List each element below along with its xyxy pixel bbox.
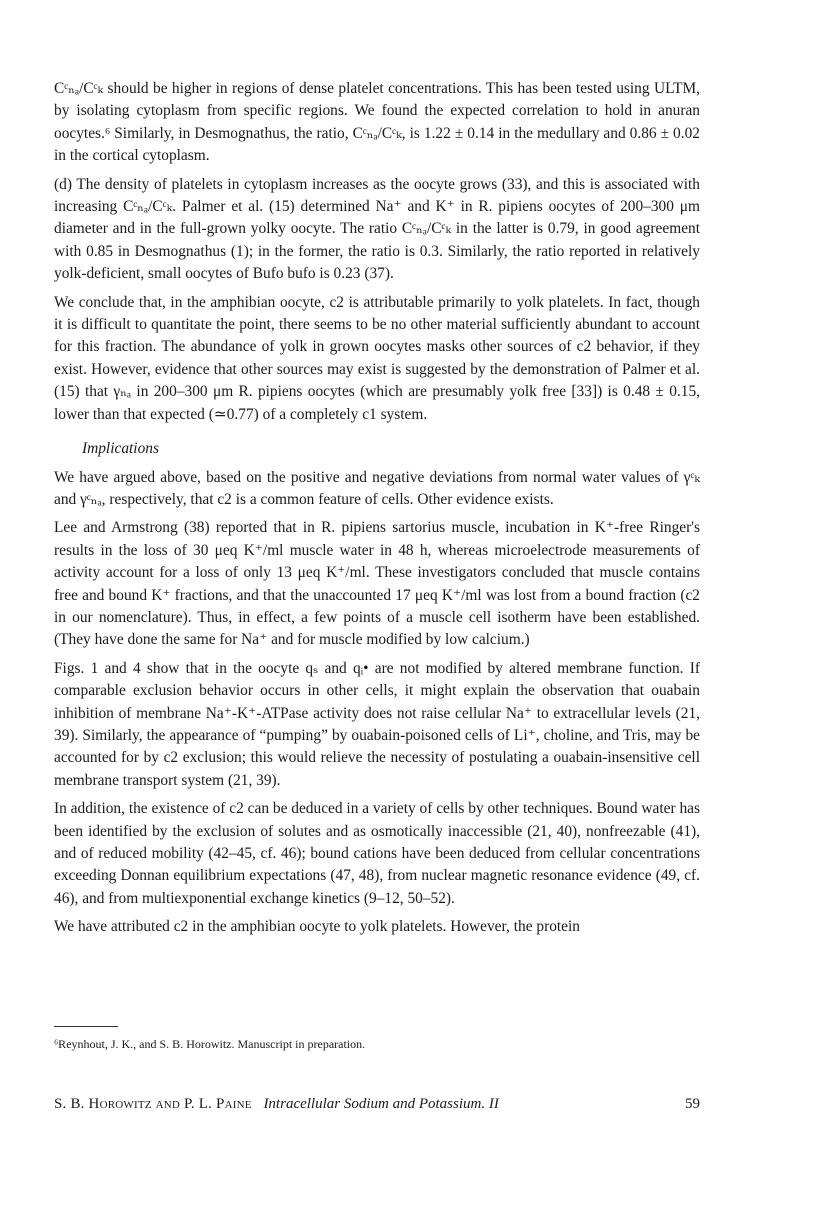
paragraph-7: In addition, the existence of c2 can be deduced in a variety of cells by other techniques. Bound water has been identified by the exclusion of solutes and as osmotically inaccessible (21, 40), nonfreezable (41), and of reduced mobility (42–45, cf. 46); bound cations have been deduced from cellular concentrations exceeding Donnan equilibrium expectations (47, 48), from nuclear magnetic resonance evidence (49, cf. 46), and from multiexponential exchange kinetics (9–12, 50–52).: [54, 800, 700, 907]
paragraph-1: Cᶜₙₐ/Cᶜₖ should be higher in regions of dense platelet concentrations. This has been tested using ULTM, by isolating cytoplasm from specific regions. We found the expected correlation to hold in anuran oocytes.⁶ Similarly, in Desmognathus, the ratio, Cᶜₙₐ/Cᶜₖ, is 1.22 ± 0.14 in the medullary and 0.86 ± 0.02 in the cortical cytoplasm.: [54, 80, 700, 165]
paragraph-6: Figs. 1 and 4 show that in the oocyte qₛ and qᵢ• are not modified by altered membrane function. If comparable exclusion behavior occurs in other cells, it might explain the observation that ouabain inhibition of membrane Na⁺-K⁺-ATPase activity does not raise cellular Na⁺ to extracellular levels (21, 39). Similarly, the appearance of “pumping” by ouabain-poisoned cells of Li⁺, choline, and Tris, may be accounted for by c2 exclusion; this would relieve the necessity of postulating a ouabain-insensitive cell membrane transport system (21, 39).: [54, 659, 700, 789]
main-text: [54, 78, 700, 945]
paragraph-5: Lee and Armstrong (38) reported that in R. pipiens sartorius muscle, incubation in K⁺-free Ringer's results in the loss of 30 μeq K⁺/ml muscle water in 48 h, whereas microelectrode measurements of activity account for a loss of only 13 μeq K⁺/ml. These investigators concluded that muscle contains free and bound K⁺ fractions, and that the unaccounted 17 μeq K⁺/ml was lost from a bound fraction (c2 in our nomenclature). Thus, in effect, a few points of a muscle cell isotherm have been established. (They have done the same for Na⁺ and for muscle modified by low calcium.): [54, 519, 700, 649]
paragraph-2: (d) The density of platelets in cytoplasm increases as the oocyte grows (33), and this is associated with increasing Cᶜₙₐ/Cᶜₖ. Palmer et al. (15) determined Na⁺ and K⁺ in R. pipiens oocytes of 200–300 μm diameter and in the full-grown yolky oocyte. The ratio Cᶜₙₐ/Cᶜₖ in the latter is 0.79, in good agreement with 0.85 in Desmognathus (1); in the former, the ratio is 0.3. Similarly, the ratio reported in relatively yolk-deficient, small oocytes of Bufo bufo is 0.23 (37).: [54, 175, 700, 283]
paragraph-4: We have argued above, based on the positive and negative deviations from normal water values of γᶜₖ and γᶜₙₐ, respectively, that c2 is a common feature of cells. Other evidence exists.: [54, 468, 700, 508]
footnote-divider: [54, 1026, 118, 1027]
paragraph-3: We conclude that, in the amphibian oocyte, c2 is attributable primarily to yolk platelets. In fact, though it is difficult to quantitate the point, there seems to be no other material sufficiently abundant to account for this fraction. The abundance of yolk in grown oocytes masks other sources of c2 behavior, if they exist. However, evidence that other sources may exist is suggested by the demonstration of Palmer et al. (15) that γₙₐ in 200–300 μm R. pipiens oocytes (which are presumably yolk free [33]) is 0.48 ± 0.15, lower than that expected (≃0.77) of a completely c1 system.: [54, 293, 700, 423]
footer-running-title: Intracellular Sodium and Potassium. II: [263, 1096, 499, 1112]
page-number: 59: [685, 1096, 700, 1112]
paragraph-8: We have attributed c2 in the amphibian oocyte to yolk platelets. However, the protein: [54, 918, 580, 936]
footer-authors: S. B. Horowitz and P. L. Paine: [54, 1096, 252, 1112]
footnote: ⁶Reynhout, J. K., and S. B. Horowitz. Manuscript in preparation.: [54, 1037, 366, 1051]
section-heading: Implications: [82, 440, 159, 458]
page-footer: [54, 1094, 700, 1114]
